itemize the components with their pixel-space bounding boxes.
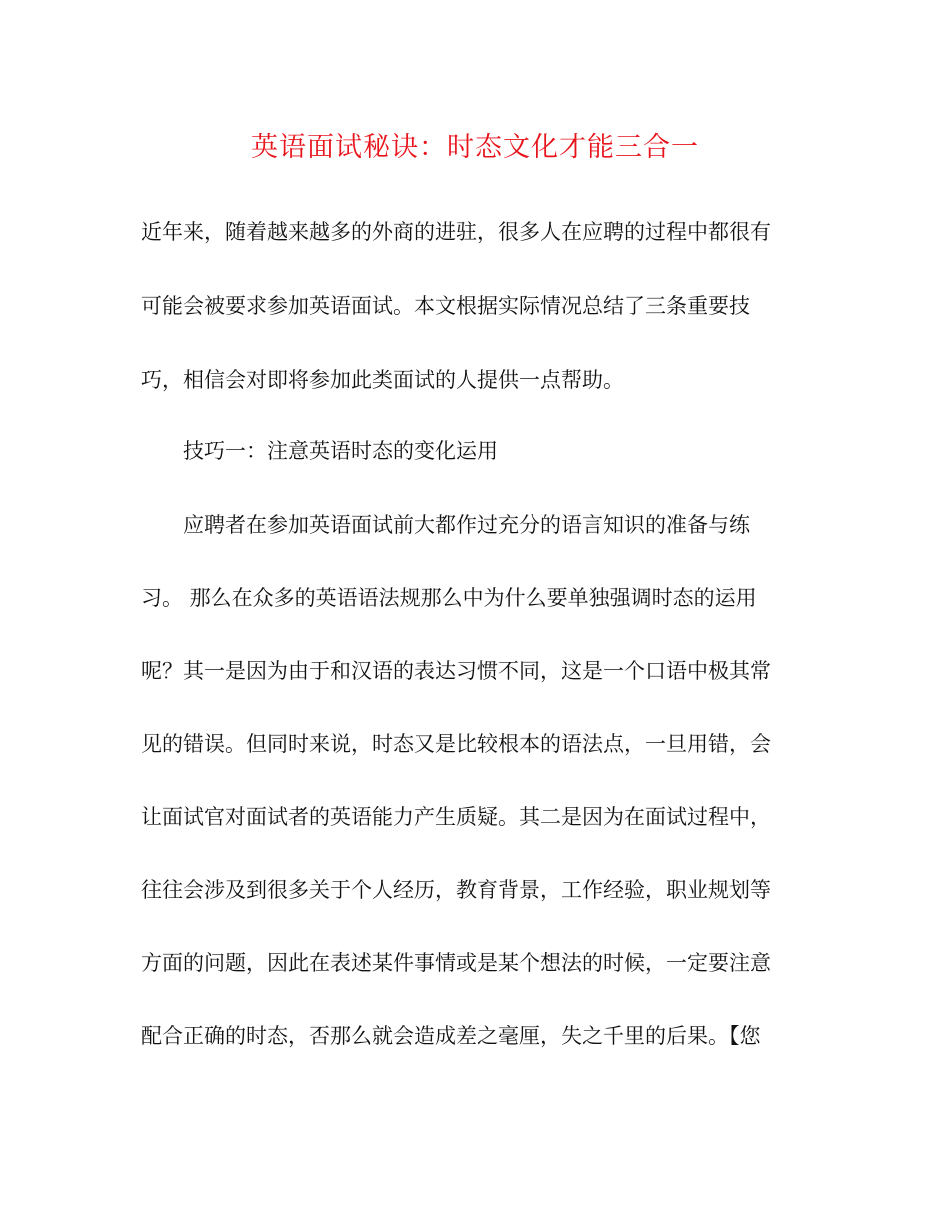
paragraph-intro-line-2: 可能会被要求参加英语面试。本文根据实际情况总结了三条重要技 (141, 294, 750, 318)
document-title: 英语面试秘诀：时态文化才能三合一 (251, 132, 699, 163)
paragraph-body-line-7: 方面的问题，因此在表述某件事情或是某个想法的时候，一定要注意 (141, 951, 771, 975)
paragraph-body-line-2: 习。 那么在众多的英语语法规那么中为什么要单独强调时态的运用 (141, 586, 757, 610)
paragraph-body-line-4: 见的错误。但同时来说，时态又是比较根本的语法点，一旦用错，会 (141, 732, 771, 756)
paragraph-body-line-3: 呢？其一是因为由于和汉语的表达习惯不同，这是一个口语中极其常 (141, 659, 771, 683)
paragraph-body-line-6: 往往会涉及到很多关于个人经历，教育背景，工作经验，职业规划等 (141, 878, 771, 902)
paragraph-body-line-5: 让面试官对面试者的英语能力产生质疑。其二是因为在面试过程中， (141, 805, 771, 829)
paragraph-intro-line-1: 近年来，随着越来越多的外商的进驻，很多人在应聘的过程中都很有 (141, 220, 771, 244)
paragraph-body-line-1: 应聘者在参加英语面试前大都作过充分的语言知识的准备与练 (183, 513, 750, 537)
paragraph-body-line-8: 配合正确的时态，否那么就会造成差之毫厘，失之千里的后果。【您 (141, 1024, 761, 1048)
paragraph-intro-line-3: 巧，相信会对即将参加此类面试的人提供一点帮助。 (141, 368, 624, 392)
section-heading-tip-1: 技巧一：注意英语时态的变化运用 (183, 439, 498, 463)
